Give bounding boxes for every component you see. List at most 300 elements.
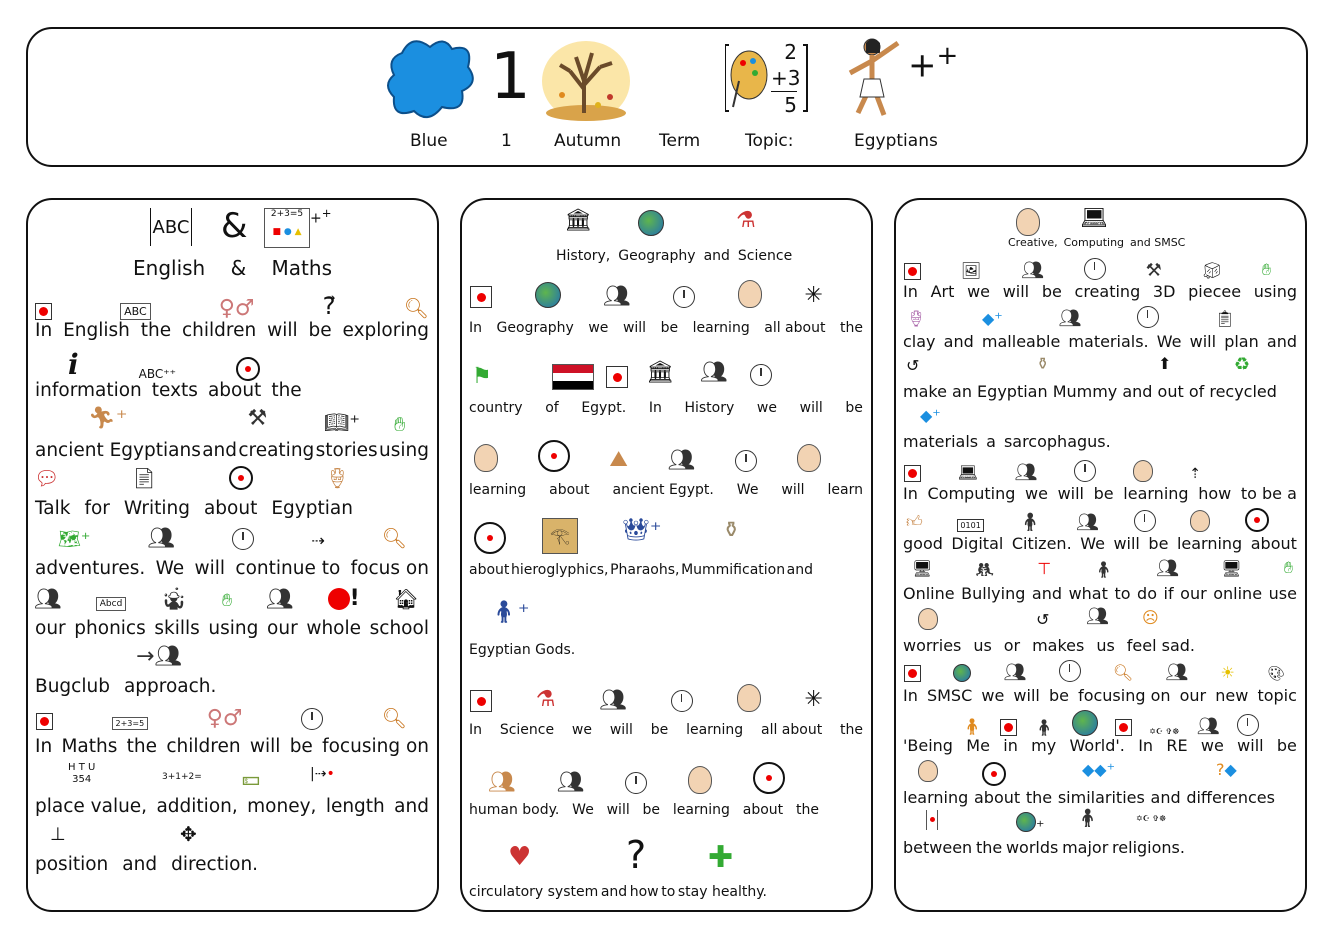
word: online	[1213, 584, 1263, 603]
will-icon	[1137, 306, 1159, 328]
text-line	[469, 722, 863, 738]
word: materials.	[1068, 332, 1149, 351]
palette-icon	[725, 41, 769, 115]
group-number: 1	[490, 40, 531, 114]
word: SMSC	[926, 686, 973, 705]
word: piecee	[1188, 282, 1242, 301]
word: we	[1025, 484, 1048, 503]
word: will	[1113, 534, 1140, 553]
school-icon	[904, 263, 921, 280]
school-icon	[904, 465, 921, 482]
text-line	[35, 854, 429, 875]
word: Computing	[1063, 236, 1125, 249]
will-icon	[301, 708, 323, 730]
will-icon	[1134, 510, 1156, 532]
word: we	[967, 282, 990, 301]
word: In	[35, 736, 53, 757]
worlds-icon: ⁺	[1016, 812, 1044, 836]
we-icon: 👥︎	[147, 526, 176, 551]
word: and	[202, 440, 237, 461]
learning-icon	[1133, 460, 1153, 482]
position-icon: ⊥	[50, 824, 66, 845]
word: my	[1031, 736, 1057, 755]
word: stories	[315, 440, 378, 461]
bracket-icon	[801, 41, 809, 115]
text-line	[469, 562, 813, 578]
plural-marker-icon: ++	[908, 41, 959, 86]
school-icon	[904, 665, 921, 682]
creative-computing-smsc-panel	[894, 198, 1307, 912]
word: the	[140, 320, 172, 341]
differences-icon: ?◆	[1216, 760, 1237, 779]
word: Art	[930, 282, 955, 301]
topic-value: Egyptians	[854, 131, 938, 151]
text-line	[903, 788, 1275, 807]
about-icon	[236, 357, 260, 381]
will-icon	[750, 364, 772, 386]
word: English	[63, 320, 130, 341]
me-icon	[1000, 719, 1017, 736]
word: In	[469, 722, 483, 738]
how-icon: ⇡	[1189, 466, 1201, 482]
word: to	[1114, 584, 1131, 603]
word: we	[588, 320, 609, 336]
topic-icon: 🎨︎	[1267, 666, 1285, 682]
word: 'Being	[903, 736, 953, 755]
word: We	[1156, 332, 1182, 351]
all-about-icon: ✳	[804, 687, 823, 712]
text-line	[35, 618, 429, 639]
word: Digital	[951, 534, 1004, 553]
continue-icon: ⇢	[311, 531, 325, 550]
word: Geography	[496, 320, 574, 336]
phonics-icon: Abcd	[96, 597, 127, 611]
icon-row	[36, 706, 407, 730]
icon-row	[470, 280, 823, 308]
pharaoh-icon: 👑︎⁺	[622, 518, 662, 543]
word: will	[249, 736, 281, 757]
we-icon: 👥︎	[1058, 308, 1082, 329]
word: exploring	[342, 320, 429, 341]
word: we	[981, 686, 1005, 705]
text-line	[903, 432, 1297, 451]
word: us	[1096, 636, 1115, 655]
icon-row	[904, 258, 1271, 280]
word: the	[795, 802, 819, 818]
word: We	[1080, 534, 1105, 553]
word: all about	[761, 722, 823, 738]
word: our	[35, 618, 66, 639]
feel-sad-icon: ☹︎	[1142, 608, 1159, 627]
using-icon: ✋︎	[394, 412, 406, 436]
word: learning	[469, 482, 527, 498]
art-icon: 🖼︎	[960, 261, 982, 280]
talk-icon: 💬︎	[34, 466, 60, 490]
text-line	[35, 320, 429, 341]
history-geography-science-panel	[460, 198, 873, 912]
geography-icon	[638, 210, 664, 240]
circulatory-system-icon: ♥︎	[508, 842, 532, 872]
text-line	[903, 584, 1297, 603]
text-line	[903, 332, 1297, 351]
word: our	[1179, 686, 1207, 705]
word: Talk	[35, 498, 71, 519]
icon-row	[906, 508, 1269, 532]
history-icon: 🏛︎	[646, 360, 674, 385]
word: how	[629, 884, 659, 900]
icon-row	[906, 306, 1235, 328]
word: Egyptian Gods.	[469, 642, 576, 658]
word: learning	[672, 802, 730, 818]
word: using	[208, 618, 259, 639]
geography-icon	[535, 282, 561, 308]
word: money,	[247, 796, 317, 817]
word: children	[182, 320, 257, 341]
word: be	[1093, 484, 1114, 503]
create-icon: ⚒	[1145, 260, 1162, 281]
all-about-icon: ✳	[804, 283, 823, 308]
word: if	[1163, 584, 1174, 603]
we-icon: 👥︎	[603, 284, 631, 309]
word: circulatory system	[469, 884, 599, 900]
learning-icon	[918, 760, 938, 782]
word: will	[781, 482, 805, 498]
focus-icon: 🔍︎	[381, 526, 407, 550]
whole-icon: !	[328, 586, 360, 611]
text-line	[903, 686, 1297, 705]
icon-row	[58, 526, 407, 550]
maths-icon-text: 2+3=5	[270, 209, 304, 219]
recycled-icon: ♻︎	[1234, 354, 1251, 375]
word: be	[650, 722, 669, 738]
maths-icon: 2+3=5	[112, 717, 149, 730]
text-line	[35, 498, 429, 519]
plan-icon: 📋︎	[1214, 309, 1235, 328]
we-icon: 👥︎	[1003, 662, 1027, 683]
word: a	[986, 432, 996, 451]
text-line	[35, 796, 429, 817]
word: be	[1048, 686, 1069, 705]
word: what	[1068, 584, 1108, 603]
word: will	[1002, 282, 1030, 301]
word: use	[1268, 584, 1297, 603]
word: recycled	[1209, 382, 1277, 401]
egyptian-gods-icon: 🧍︎⁺	[490, 600, 530, 625]
sum-bottom: 5	[784, 93, 797, 117]
re-icon: ✡☪ ✞☸	[1149, 727, 1180, 736]
text-line	[469, 802, 819, 818]
science-icon: ⚗︎	[736, 208, 756, 233]
history-icon: 🏛︎	[564, 208, 592, 233]
word: and	[1266, 332, 1297, 351]
do-icon: 🧍︎	[1093, 560, 1114, 579]
icon-row	[35, 292, 429, 320]
future-question-icon: ?⃗	[322, 292, 336, 320]
us-icon: 👥︎	[1086, 606, 1109, 627]
word: and	[122, 854, 158, 875]
country-icon: ⚑	[472, 364, 492, 389]
materials-icon: ◆⁺	[920, 406, 941, 425]
word: and	[1122, 382, 1153, 401]
word: RE	[1166, 736, 1188, 755]
word: be	[1276, 736, 1297, 755]
topic-label: Topic:	[745, 131, 794, 151]
word: direction.	[171, 854, 259, 875]
egyptian-figure-icon	[836, 33, 912, 125]
abc-icon: ABC	[150, 208, 192, 246]
word: We	[155, 558, 185, 579]
we-icon: 👥︎	[599, 688, 628, 713]
word: hieroglyphics,	[510, 562, 609, 578]
word: Egyptian	[271, 498, 353, 519]
word: how	[1198, 484, 1232, 503]
world-icon	[1072, 710, 1098, 736]
word: will	[1057, 484, 1084, 503]
word: information	[35, 380, 142, 401]
word: the	[840, 722, 863, 738]
my-icon: 🧍︎	[1033, 718, 1055, 737]
word: out of	[1157, 382, 1205, 401]
what-icon: ⊤	[1037, 559, 1052, 578]
word: good	[903, 534, 943, 553]
online-icon: 🖥︎	[912, 559, 933, 578]
word: Mummification	[681, 562, 786, 578]
text-line	[903, 282, 1297, 301]
will-icon	[1237, 714, 1259, 736]
about-icon	[229, 466, 253, 490]
word: country	[469, 400, 523, 416]
children-icon: ♀♂	[206, 706, 243, 731]
word: focusing on	[322, 736, 429, 757]
english-maths-panel	[26, 198, 439, 912]
will-icon	[1084, 258, 1106, 280]
word: focus on	[350, 558, 429, 579]
religions-icon: ✡☪ ✞☸	[1136, 814, 1167, 823]
we-icon: 👥︎	[700, 360, 728, 385]
word: be	[289, 736, 313, 757]
being-icon: 🧍︎	[962, 717, 983, 736]
word: all about	[764, 320, 826, 336]
citizen-icon: 🧍︎	[1018, 512, 1042, 533]
we-icon: 👥︎	[667, 448, 696, 473]
word: Geography	[618, 248, 696, 264]
word: materials	[903, 432, 979, 451]
icon-row	[88, 408, 429, 430]
text-line	[903, 636, 1195, 655]
icon-row	[904, 460, 1201, 482]
will-icon	[671, 690, 693, 712]
word: feel sad.	[1126, 636, 1195, 655]
text-line	[903, 736, 1297, 755]
word: adventures.	[35, 558, 146, 579]
word: worries	[903, 636, 962, 655]
new-icon: ☀︎	[1220, 663, 1235, 682]
word: In	[903, 484, 918, 503]
mummy-icon: ⚱︎	[722, 518, 741, 543]
will-icon	[232, 528, 254, 550]
text-line	[35, 676, 429, 697]
text-line	[469, 320, 863, 336]
word: and SMSC	[1130, 236, 1186, 249]
text-line	[469, 400, 863, 416]
word: for	[84, 498, 110, 519]
word: the	[271, 380, 302, 401]
similarities-icon: ◆◆⁺	[1082, 760, 1116, 779]
number-label: 1	[501, 131, 512, 151]
word: learning	[686, 722, 744, 738]
stories-icon: 📖︎⁺	[324, 410, 360, 434]
word: will	[1237, 736, 1264, 755]
word: History	[684, 400, 735, 416]
word: learning	[1123, 484, 1189, 503]
creative-icon	[1016, 208, 1040, 236]
using-icon: ✋︎	[1261, 260, 1271, 279]
word: about	[203, 498, 258, 519]
word: sarcophagus.	[1003, 432, 1111, 451]
text-line	[35, 440, 429, 461]
word: In	[469, 320, 483, 336]
text-line	[469, 482, 863, 498]
word: differences	[1186, 788, 1275, 807]
word: our	[1180, 584, 1207, 603]
word: about	[742, 802, 784, 818]
word: be	[308, 320, 332, 341]
word: Writing	[123, 498, 190, 519]
direction-icon: ✥	[180, 822, 197, 846]
heading-amp: &	[230, 256, 247, 280]
word: major	[1062, 838, 1109, 857]
learning-icon	[1190, 510, 1210, 532]
we-icon: 👥︎	[1196, 716, 1220, 737]
use-icon: ✋︎	[1283, 558, 1293, 577]
online-icon: 🖥︎	[1221, 559, 1242, 578]
word: be	[1148, 534, 1169, 553]
word: In	[648, 400, 662, 416]
word: will	[799, 400, 823, 416]
computing-icon: 💻︎	[1080, 206, 1108, 231]
icon-row	[488, 762, 785, 794]
ampersand-icon: &	[221, 206, 248, 246]
smsc-icon	[953, 664, 971, 682]
word: addition,	[156, 796, 238, 817]
word: length	[325, 796, 385, 817]
word: new	[1215, 686, 1249, 705]
word: Creative,	[1008, 236, 1058, 249]
major-icon: 🧍︎	[1076, 808, 1099, 829]
icon-row	[470, 684, 823, 712]
our-icon: 👥︎	[265, 587, 294, 612]
col2-heading	[556, 248, 863, 264]
will-icon	[735, 450, 757, 472]
word: about	[1250, 534, 1297, 553]
learning-icon	[474, 444, 498, 472]
autumn-tree-icon	[540, 35, 632, 121]
icon-row	[962, 710, 1259, 736]
texts-icon: ABC⁺⁺	[138, 367, 176, 381]
word: topic	[1257, 686, 1297, 705]
skills-icon: 🤹︎	[160, 587, 189, 612]
about-icon	[1245, 508, 1269, 532]
word: do	[1137, 584, 1157, 603]
word: Bugclub	[35, 676, 110, 697]
word: 3D	[1152, 282, 1176, 301]
word: and	[1150, 788, 1181, 807]
approach-icon: →👥︎	[136, 644, 183, 669]
word: approach.	[123, 676, 217, 697]
word: religions.	[1112, 838, 1185, 857]
word: stay healthy.	[677, 884, 767, 900]
word: focusing on	[1078, 686, 1171, 705]
topic-symbol	[725, 37, 813, 121]
word: will	[194, 558, 226, 579]
create-icon: ⚒	[247, 406, 268, 431]
word: be	[660, 320, 679, 336]
word: We	[736, 482, 759, 498]
word: to	[661, 884, 676, 900]
word: texts	[151, 380, 198, 401]
word: will	[609, 722, 633, 738]
how-icon: ?	[626, 833, 647, 877]
text-line	[469, 642, 863, 658]
icon-row	[904, 660, 1285, 682]
word: Me	[966, 736, 990, 755]
text-line	[903, 534, 1297, 553]
learn-icon	[797, 444, 821, 472]
word: plan	[1224, 332, 1259, 351]
computing-icon: 💻︎	[957, 463, 978, 482]
maths-icon: 2+3=5 ■ ● ▲	[264, 208, 310, 248]
word: History,	[556, 248, 611, 264]
word: of	[545, 400, 559, 416]
make-icon: ↺	[906, 356, 920, 375]
term-label: Term	[659, 131, 701, 151]
text-line	[903, 382, 1277, 401]
col1-heading	[133, 256, 332, 280]
about-icon	[538, 440, 570, 472]
word: learning	[692, 320, 750, 336]
sum-middle: +3	[771, 66, 801, 90]
word: Egypt.	[581, 400, 627, 416]
clay-icon: 🏺︎	[906, 309, 927, 328]
word: Computing	[927, 484, 1016, 503]
word: ancient Egypt.	[612, 482, 714, 498]
word: similarities	[1057, 788, 1145, 807]
word: or	[1003, 636, 1021, 655]
word: human body.	[469, 802, 560, 818]
word: We	[572, 802, 594, 818]
word: learning	[1176, 534, 1243, 553]
healthy-icon: ✚	[708, 840, 734, 875]
icon-row	[474, 440, 821, 472]
mummy-icon: ⚱︎	[1036, 354, 1050, 373]
htu-label: H T U	[68, 762, 96, 773]
we-icon: 👥︎	[556, 770, 585, 795]
season-label: Autumn	[554, 131, 622, 151]
blue-splash-icon	[382, 33, 480, 125]
word: make	[903, 382, 947, 401]
our-icon: 👥︎	[34, 587, 62, 612]
word: and	[943, 332, 974, 351]
school-icon	[35, 303, 52, 320]
word: will	[606, 802, 630, 818]
icon-row	[34, 466, 429, 490]
place-value-icon	[68, 762, 95, 786]
word: we	[571, 722, 592, 738]
word: phonics	[74, 618, 146, 639]
word: and	[786, 562, 813, 578]
science-icon: ⚗︎	[535, 687, 556, 712]
icon-row	[34, 586, 419, 611]
